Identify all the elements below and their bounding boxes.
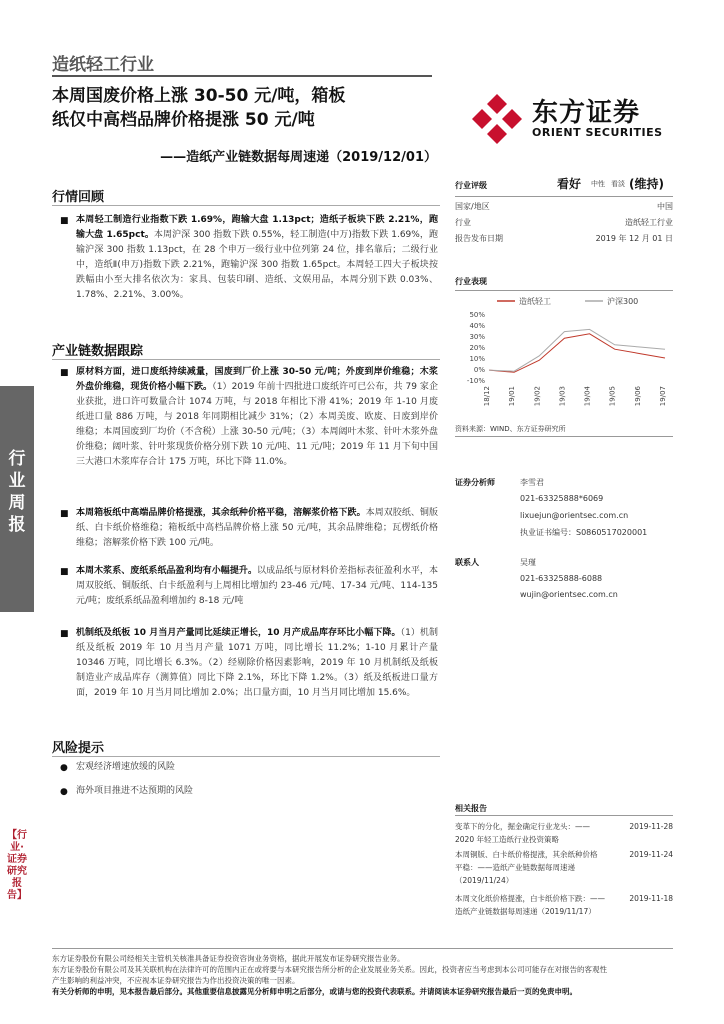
contact-label: 联系人 bbox=[455, 558, 479, 567]
series-line-paper bbox=[489, 334, 665, 373]
footer-line-1: 东方证券股份有限公司经相关主管机关核准具备证券投资咨询业务资格，据此开展发布证券研究报告业务。 bbox=[52, 954, 405, 963]
rating-row-value: 2019 年 12 月 01 日 bbox=[595, 234, 673, 243]
legend-label: 沪深300 bbox=[607, 297, 639, 306]
related-item-line: 造纸产业链数据每周速递（2019/11/17） bbox=[455, 907, 596, 916]
related-item-date: 2019-11-28 bbox=[629, 822, 673, 831]
x-tick-label: 18/12 bbox=[483, 386, 491, 407]
chain-paragraph-2 bbox=[76, 506, 438, 551]
bullet-icon: ● bbox=[60, 763, 68, 773]
chain-text-4: （1）机制纸及纸板 2019 年 10 月当月产量 1071 万吨，同比增长 11.2%；1-10 月累计产量 10346 万吨，同比增长 6.3%。（2）经剔除价格因素影响，2019 年 10 月机制纸及纸板制造业产成品库存（测算值）同比下降 2.1%，环比下降 1.2%。（3）纸及纸板进口量方面，2019 年 10 月当月同比增加 2.0%；出口量方面，10 月当月同比增加 15.6%。 bbox=[76, 628, 438, 698]
analyst-name: 李雪君 bbox=[520, 478, 544, 487]
sidebar-vertical-label: 【行业·证券研究报告】 bbox=[7, 830, 27, 901]
section-divider bbox=[52, 756, 440, 757]
rating-row-key: 报告发布日期 bbox=[455, 234, 503, 243]
review-text: 本周沪深 300 指数下跌 0.55%，轻工制造(中万)指数下跌 1.69%，跑输沪深 300 指数 1.13pct，在 28 个申万一级行业中位列第 24 位，排名靠后；二级行业中，造纸Ⅱ(申万)指数下跌 2.21%，跑输沪深 300 指数 1.65pct。本周轻工四大子板块按跌幅由小至大排名依次为：家具、包装印刷、造纸、文娱用品，本周分别下跌 0.03%、1.78%、2.21%、3.00%。 bbox=[76, 230, 438, 300]
contact-phone: 021-63325888-6088 bbox=[520, 574, 603, 583]
chart-title: 行业表现 bbox=[455, 277, 487, 286]
sidebar-tag: 行业周报 bbox=[8, 449, 26, 535]
analyst-email[interactable]: lixuejun@orientsec.com.cn bbox=[520, 511, 629, 520]
section-divider bbox=[52, 205, 440, 206]
x-tick-label: 19/06 bbox=[633, 386, 642, 407]
contact-name: 吴瑾 bbox=[520, 558, 536, 567]
risk-item-1: 宏观经济增速放缓的风险 bbox=[76, 762, 176, 772]
related-item-line: 2020 年轻工造纸行业投资策略 bbox=[455, 835, 559, 844]
x-tick-label: 19/04 bbox=[583, 386, 592, 407]
chain-paragraph-1 bbox=[76, 365, 438, 470]
rating-label: 行业评级 bbox=[455, 181, 487, 190]
legend-label: 造纸轻工 bbox=[519, 297, 551, 306]
x-tick-label: 19/02 bbox=[533, 386, 542, 407]
related-item-line: 变革下的分化，掘金确定行业龙头：—— bbox=[455, 822, 590, 831]
rating-row-key: 行业 bbox=[455, 218, 471, 227]
footer-line-3: 产生影响的利益冲突，不应视本证券研究报告为作出投资决策的唯一因素。 bbox=[52, 976, 300, 985]
rating-maintain: (维持) bbox=[629, 177, 664, 191]
footer-disclaimer bbox=[52, 953, 677, 997]
analyst-label: 证券分析师 bbox=[455, 478, 495, 487]
orient-logo-icon bbox=[470, 92, 524, 146]
rating-bearish: 看淡 bbox=[611, 180, 625, 188]
bullet-icon: ■ bbox=[60, 216, 69, 226]
related-item-line: （2019/11/24） bbox=[455, 876, 514, 885]
rating-value: 看好 bbox=[557, 177, 582, 191]
y-tick-label: 30% bbox=[469, 333, 485, 341]
sector-divider bbox=[52, 75, 432, 77]
section-title-risk: 风险提示 bbox=[52, 741, 105, 756]
footer-line-2: 东方证券股份有限公司及其关联机构在法律许可的范围内正在或将要与本研究报告所分析的企业发展业务关系。因此，投资者应当考虑到本公司可能存在对报告的客观性 bbox=[52, 965, 607, 974]
section-divider bbox=[52, 359, 440, 360]
report-subtitle: ——造纸产业链数据每周速递（2019/12/01） bbox=[160, 150, 437, 165]
y-tick-label: 0% bbox=[473, 366, 485, 374]
chain-text-2: 本周双胶纸、铜版纸、白卡纸价格维稳；箱板纸中高档品牌价格上涨 50 元/吨，其余品牌维稳；瓦楞纸价格维稳；溶解浆价格下跌 100 元/吨。 bbox=[76, 508, 438, 548]
bullet-icon: ■ bbox=[60, 629, 69, 639]
related-item-date: 2019-11-18 bbox=[629, 894, 673, 903]
logo-name-cn: 东方证券 bbox=[532, 98, 641, 128]
chain-bold-4: 机制纸及纸板 10 月当月产量同比延续正增长，10 月产成品库存环比小幅下降。 bbox=[76, 628, 401, 638]
related-item-3[interactable] bbox=[455, 892, 673, 918]
report-headline bbox=[52, 84, 442, 132]
x-tick-label: 19/05 bbox=[608, 386, 617, 407]
related-item-date: 2019-11-24 bbox=[629, 850, 673, 859]
headline-line-1: 本周国废价格上涨 30-50 元/吨，箱板 bbox=[52, 86, 346, 106]
chain-paragraph-3 bbox=[76, 564, 438, 609]
y-tick-label: 20% bbox=[469, 344, 485, 352]
bullet-icon: ■ bbox=[60, 567, 69, 577]
chain-bold-1: 原材料方面，进口废纸持续减量，国废到厂价上涨 30-50 元/吨；外废到岸价维稳；木浆外盘价维稳，现货价格小幅下跌。 bbox=[76, 367, 438, 392]
rating-row-value: 中国 bbox=[657, 202, 673, 211]
bullet-icon: ■ bbox=[60, 368, 69, 378]
chain-bold-3: 本周木浆系、废纸系纸品盈利均有小幅提升。 bbox=[76, 566, 258, 576]
risk-item-2: 海外项目推进不达预期的风险 bbox=[76, 786, 194, 796]
chain-text-1: （1）2019 年前十四批进口废纸许可已公布，共 79 家企业获批，进口许可数量合计 1074 万吨，与 2018 年相比下滑 41%；2019 年 1-10 月废纸进口量 886 万吨，与 2018 年同期相比减少 31%；（2）本周美废、欧废、日废到岸价维稳；本周国废到厂均价（不含税）上涨 30-50 元/吨；（3）本周阔叶木浆、针叶木浆外盘价维稳；阔叶浆、针叶浆现货价格分别下跌 10 元/吨、11 元/吨；2019 年 11 月下旬中国三大港口木浆库存合计 175 万吨，环比下降 11.0%。 bbox=[76, 382, 438, 467]
rating-row-key: 国家/地区 bbox=[455, 202, 490, 211]
related-item-2[interactable] bbox=[455, 848, 673, 887]
bullet-icon: ■ bbox=[60, 509, 69, 519]
analyst-phone: 021-63325888*6069 bbox=[520, 494, 604, 503]
chart-source: 资料来源：WIND、东方证券研究所 bbox=[455, 425, 566, 433]
related-item-line: 平稳：——造纸产业链数据每周速递 bbox=[455, 863, 575, 872]
x-tick-label: 19/03 bbox=[558, 386, 567, 407]
sector-title: 造纸轻工行业 bbox=[52, 55, 154, 75]
bullet-icon: ● bbox=[60, 787, 68, 797]
x-tick-label: 19/01 bbox=[508, 386, 517, 407]
logo-name-en: ORIENT SECURITIES bbox=[532, 126, 663, 139]
rating-row-value: 造纸轻工行业 bbox=[625, 218, 673, 227]
review-bold: 本周轻工制造行业指数下跌 1.69%，跑输大盘 1.13pct；造纸子板块下跌 2.21%，跑输大盘 1.65pct。 bbox=[76, 215, 438, 240]
related-divider bbox=[455, 815, 673, 816]
section-title-review: 行情回顾 bbox=[52, 190, 105, 205]
related-item-line: 本周铜版、白卡纸价格提涨，其余纸种价格 bbox=[455, 850, 598, 859]
contact-email[interactable]: wujin@orientsec.com.cn bbox=[520, 590, 618, 599]
x-tick-label: 19/07 bbox=[659, 386, 667, 407]
chart-bottom-divider bbox=[455, 436, 673, 437]
chart-divider bbox=[455, 290, 673, 291]
related-item-line: 本周文化纸价格提涨，白卡纸价格下跌：—— bbox=[455, 894, 605, 903]
related-item-1[interactable] bbox=[455, 820, 673, 846]
industry-performance-chart bbox=[455, 292, 673, 412]
y-tick-label: -10% bbox=[466, 377, 485, 385]
y-tick-label: 10% bbox=[469, 355, 485, 363]
headline-line-2: 纸仅中高档品牌价格提涨 50 元/吨 bbox=[52, 110, 315, 130]
footer-divider bbox=[52, 948, 673, 949]
review-paragraph bbox=[76, 213, 438, 303]
rating-neutral: 中性 bbox=[591, 180, 605, 188]
section-title-chain: 产业链数据跟踪 bbox=[52, 344, 144, 359]
chain-bold-2: 本周箱板纸中高端品牌价格提涨，其余纸种价格平稳，溶解浆价格下跌。 bbox=[76, 508, 366, 518]
chain-paragraph-4 bbox=[76, 626, 438, 701]
footer-line-4: 有关分析师的申明，见本报告最后部分。其他重要信息披露见分析师申明之后部分，或请与您的投资代表联系。并请阅读本证券研究报告最后一页的免责申明。 bbox=[52, 987, 577, 996]
y-tick-label: 50% bbox=[469, 311, 485, 319]
rating-panel bbox=[455, 174, 673, 245]
y-tick-label: 40% bbox=[469, 322, 485, 330]
analyst-license: 执业证书编号：S0860517020001 bbox=[520, 528, 648, 537]
related-title: 相关报告 bbox=[455, 804, 487, 813]
chain-text-3: 以成品纸与原材料价差指标表征盈利水平，本周双胶纸、铜版纸、白卡纸盈利与上周相比增加约 23-46 元/吨、17-34 元/吨、114-135 元/吨；废纸系纸品盈利增加约 8-18 元/吨 bbox=[76, 566, 438, 606]
